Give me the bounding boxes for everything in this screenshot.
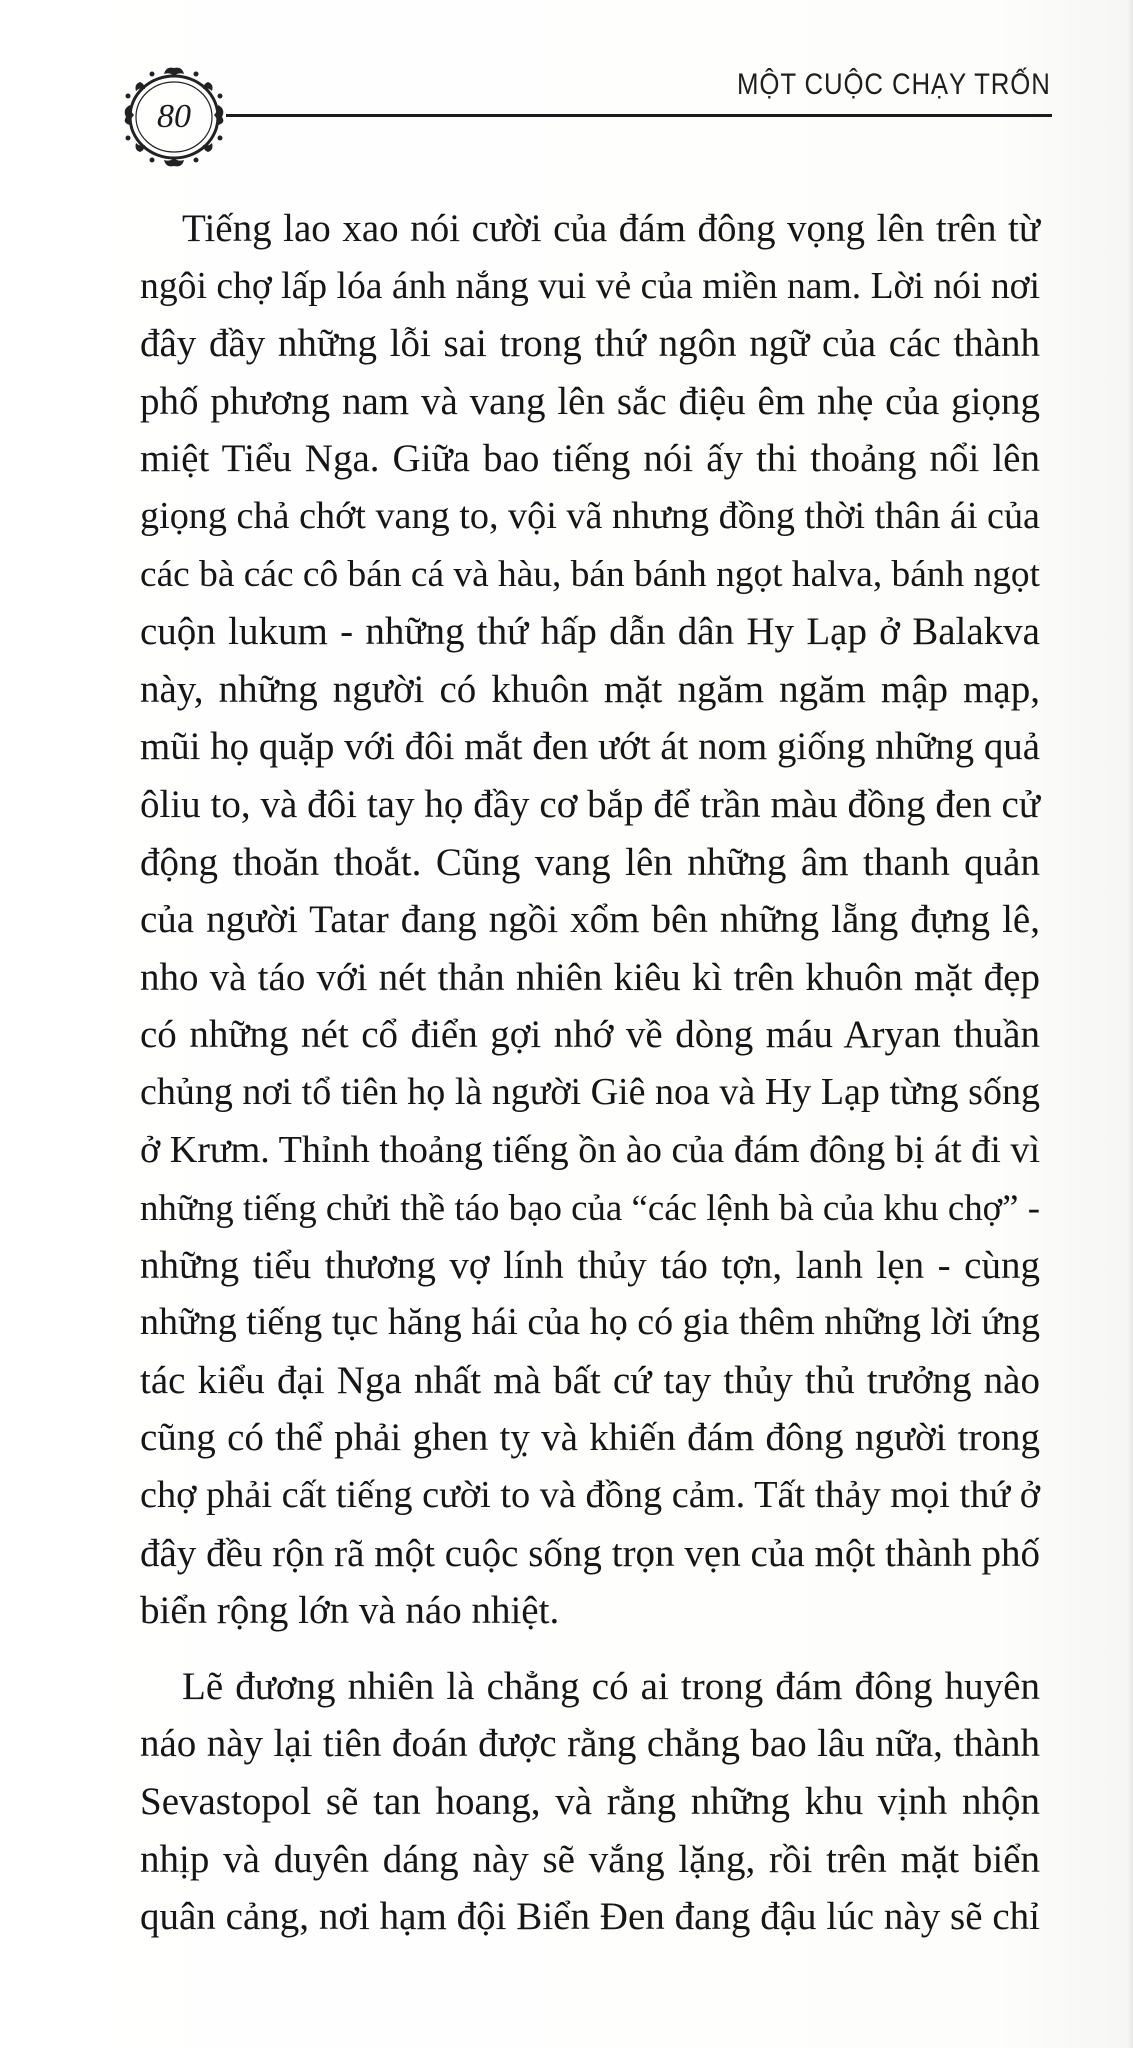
text-line: nhịp và duyên dáng này sẽ vắng lặng, rồi trên mặt biển (140, 1837, 1040, 1881)
text-line: giọng chả chớt vang to, vội vã nhưng đồng thời thân ái của (140, 494, 1040, 537)
text-line: Lẽ đương nhiên là chẳng có ai trong đám đông huyên (182, 1664, 1040, 1708)
text-line: chợ phải cất tiếng cười to và đồng cảm. Tất thảy mọi thứ ở (140, 1474, 1040, 1517)
text-line: của người Tatar đang ngồi xổm bên những lẵng đựng lê, (140, 898, 1040, 942)
paragraph (140, 1658, 1040, 1946)
text-line: ở Krưm. Thỉnh thoảng tiếng ồn ào của đám đông bị át đi vì (140, 1128, 1040, 1171)
text-line: đây đầy những lỗi sai trong thứ ngôn ngữ của các thành (140, 322, 1040, 366)
text-line: phố phương nam và vang lên sắc điệu êm nhẹ của giọng (140, 379, 1040, 423)
text-line: chủng nơi tổ tiên họ là người Giê noa và Hy Lạp từng sống (140, 1070, 1040, 1113)
text-line: Sevastopol sẽ tan hoang, và rằng những khu vịnh nhộn (140, 1780, 1040, 1824)
text-line: ôliu to, và đôi tay họ đầy cơ bắp để trần màu đồng đen cử (140, 782, 1040, 826)
text-line: miệt Tiểu Nga. Giữa bao tiếng nói ấy thi thoảng nổi lên (140, 437, 1040, 481)
text-line: có những nét cổ điển gợi nhớ về dòng máu Aryan thuần (140, 1013, 1040, 1057)
paragraph-gap (140, 1640, 1040, 1658)
text-line: các bà các cô bán cá và hàu, bán bánh ngọt halva, bánh ngọt (140, 553, 1040, 595)
text-line: quân cảng, nơi hạm đội Biển Đen đang đậu lúc này sẽ chỉ (140, 1895, 1040, 1939)
running-title: MỘT CUỘC CHẠY TRỐN (737, 68, 1051, 101)
text-line: biển rộng lớn và náo nhiệt. (140, 1589, 560, 1633)
text-line: những tiếng chửi thề táo bạo của “các lệnh bà của khu chợ” - (140, 1187, 1040, 1229)
text-line: ngôi chợ lấp lóa ánh nắng vui vẻ của miền nam. Lời nói nơi (140, 264, 1040, 307)
page-number: 80 (157, 98, 191, 135)
text-line: những tiếng tục hăng hái của họ có gia thêm những lời ứng (140, 1301, 1040, 1344)
text-line: động thoăn thoắt. Cũng vang lên những âm thanh quản (140, 840, 1040, 884)
body-text (140, 200, 1040, 1946)
page-header (0, 0, 1133, 190)
text-line: náo này lại tiên đoán được rằng chẳng bao lâu nữa, thành (140, 1722, 1040, 1766)
header-rule (226, 114, 1052, 117)
text-line: những tiểu thương vợ lính thủy táo tợn, lanh lẹn - cùng (140, 1243, 1040, 1287)
paragraph (140, 200, 1040, 1640)
text-line: cũng có thể phải ghen tỵ và khiến đám đông người trong (140, 1416, 1040, 1460)
text-line: nho và táo với nét thản nhiên kiêu kì trên khuôn mặt đẹp (140, 955, 1040, 999)
text-line: tác kiểu đại Nga nhất mà bất cứ tay thủy thủ trưởng nào (140, 1358, 1040, 1402)
page-edge-shadow (1127, 0, 1133, 2048)
text-line: cuộn lukum - những thứ hấp dẫn dân Hy Lạp ở Balakva (140, 610, 1040, 654)
text-line: đây đều rộn rã một cuộc sống trọn vẹn của một thành phố (140, 1531, 1040, 1575)
text-line: mũi họ quặp với đôi mắt đen ướt át nom giống những quả (140, 725, 1040, 769)
text-line: này, những người có khuôn mặt ngăm ngăm mập mạp, (140, 667, 1040, 711)
text-line: Tiếng lao xao nói cười của đám đông vọng lên trên từ (182, 207, 1040, 250)
